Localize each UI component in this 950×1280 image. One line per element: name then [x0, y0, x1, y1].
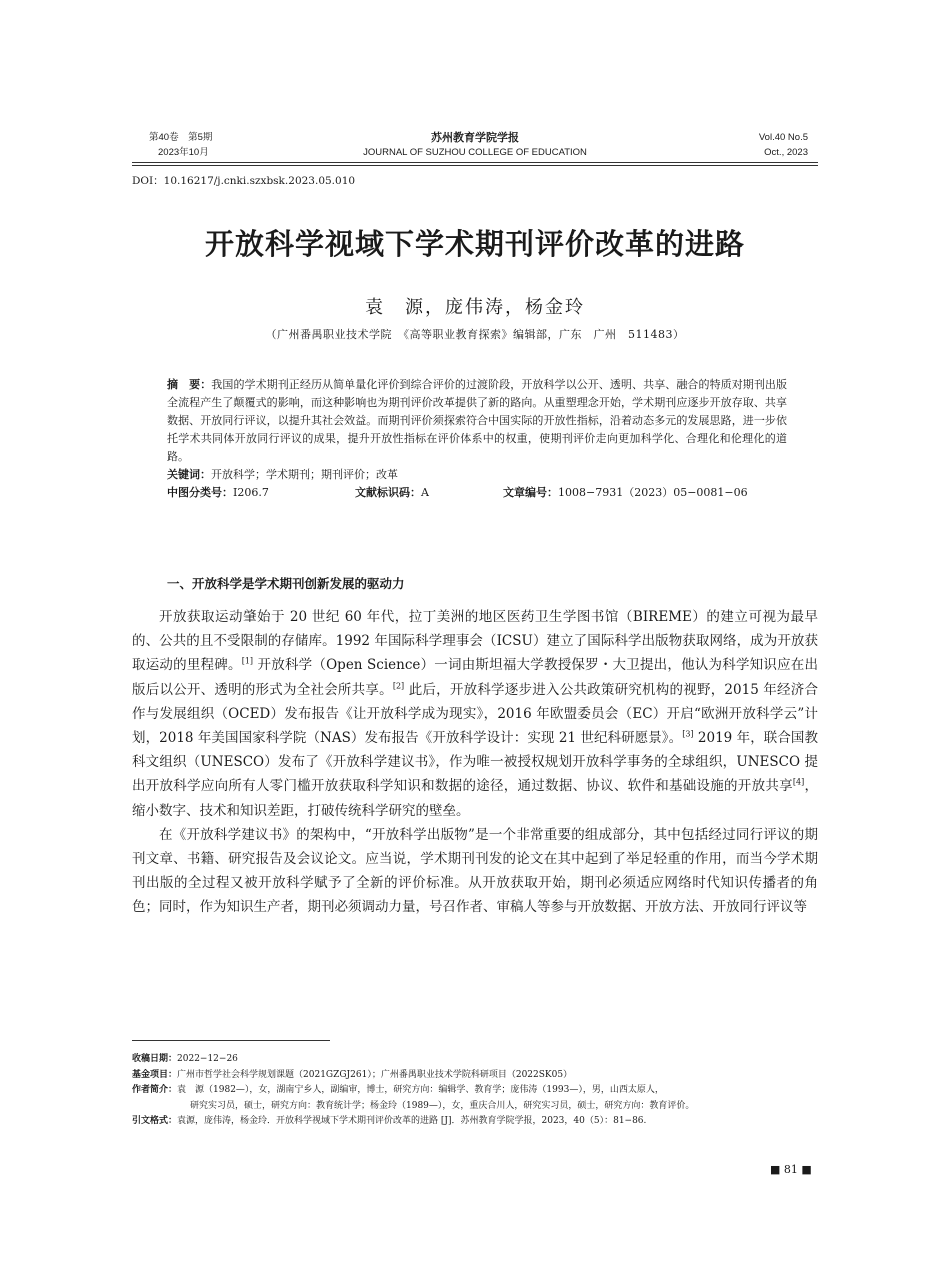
fund-label: 基金项目：	[132, 1069, 178, 1080]
footnotes	[132, 1052, 822, 1130]
classification-label: 中图分类号：	[167, 486, 233, 499]
footnote-rule	[132, 1040, 330, 1041]
abstract-text: 我国的学术期刊正经历从简单量化评价到综合评价的过渡阶段，开放科学以公开、透明、共享、融合的特质对期刊出版全流程产生了颠覆式的影响，而这种影响也为期刊评价改革提供了新的路向。从重塑理念开始，学术期刊应逐步开放存取、共享数据、开放同行评议，以提升其社会效益。而期刊评价须探索符合中国实际的开放性指标，沿着动态多元的发展思路，进一步依托学术共同体开放同行评议的成果，提升开放性指标在评价体系中的权重，使期刊评价走向更加科学化、合理化和伦理化的道路。	[167, 378, 788, 463]
paragraph-1	[132, 605, 818, 823]
body-text	[132, 605, 818, 920]
article-title: 开放科学视域下学术期刊评价改革的进路	[204, 227, 745, 261]
bio-line-1: 袁 源（1982—），女，湖南宁乡人，副编审，博士，研究方向：编辑学、教育学；庞伟涛（1993—），男，山西太原人，	[177, 1085, 664, 1095]
citation-format	[132, 1114, 822, 1130]
classification-row	[167, 484, 787, 502]
article-number	[503, 484, 748, 502]
paragraph-1-part-e: ，缩小数字、技术和知识差距，打破传统科学研究的壁垒。	[132, 778, 819, 819]
citation-1: [1]	[241, 656, 254, 666]
article-number-label: 文章编号：	[503, 486, 558, 499]
header-volume-en: Vol.40 No.5	[758, 132, 808, 143]
doc-code-label: 文献标识码：	[355, 486, 421, 499]
received-label: 收稿日期：	[132, 1054, 178, 1064]
abstract-label: 摘 要：	[167, 378, 212, 391]
keywords	[167, 466, 787, 484]
header-rule-bottom	[132, 165, 818, 166]
received-value: 2022−12−26	[177, 1054, 238, 1064]
received-date	[132, 1052, 822, 1068]
header-date-en: Oct., 2023	[764, 147, 808, 158]
keywords-label: 关键词：	[167, 468, 211, 481]
page-number: ■ 81 ■	[770, 1163, 812, 1176]
article-number-value: 1008−7931（2023）05−0081−06	[558, 486, 748, 499]
header-rule-top	[132, 162, 818, 163]
citation-3: [3]	[682, 729, 694, 739]
doi: DOI：10.16217/j.cnki.szxbsk.2023.05.010	[132, 175, 356, 187]
fund-value: 广州市哲学社会科学规划课题（2021GZGJ261）；广州番禺职业技术学院科研项目（2022SK05）	[177, 1069, 573, 1080]
cite-value: 袁源，庞伟涛，杨金玲．开放科学视域下学术期刊评价改革的进路 [J]．苏州教育学院学报，2023，40（5）：81−86.	[177, 1116, 647, 1126]
fund-project	[132, 1068, 822, 1084]
abstract-block	[167, 376, 787, 502]
keywords-text: 开放科学；学术期刊；期刊评价；改革	[211, 468, 398, 481]
author-list: 袁 源，庞伟涛，杨金玲	[365, 297, 585, 318]
classification-value: I206.7	[233, 486, 269, 499]
cite-label: 引文格式：	[132, 1116, 178, 1126]
header-volume-cn: 第40卷 第5期	[149, 132, 213, 143]
affiliation: （广州番禺职业技术学院 《高等职业教育探索》编辑部，广东 广州 511483）	[265, 328, 685, 341]
paragraph-1-part-b: 开放科学（Open Science）一词由斯坦福大学教授保罗・大卫提出，他认为科学知识应在出版后以公开、透明的形式为全社会所共享。	[132, 657, 819, 698]
doc-code	[355, 484, 429, 502]
paragraph-1-part-c: 此后，开放科学逐步进入公共政策研究机构的视野，2015 年经济合作与发展组织（OCED）发布报告《让开放科学成为现实》，2016 年欧盟委员会（EC）开启“欧洲开放科学云”计划，2018 年美国国家科学院（NAS）发布报告《开放科学设计：实现 21 世纪科研愿景》。	[132, 681, 818, 747]
classification	[167, 484, 269, 502]
citation-2: [2]	[392, 681, 405, 691]
paragraph-2: 在《开放科学建议书》的架构中，“开放科学出版物”是一个非常重要的组成部分，其中包括经过同行评议的期刊文章、书籍、研究报告及会议论文。应当说，学术期刊刊发的论文在其中起到了举足轻重的作用，而当今学术期刊出版的全过程又被开放科学赋予了全新的评价标准。从开放获取开始，期刊必须适应网络时代知识传播者的角色；同时，作为知识生产者，期刊必须调动力量，号召作者、审稿人等参与开放数据、开放方法、开放同行评议等	[132, 826, 818, 916]
header-journal-cn: 苏州教育学院学报	[431, 131, 519, 144]
doc-code-value: A	[421, 486, 429, 499]
bio-line-2: 研究实习员，硕士，研究方向：教育统计学；杨金玲（1989—），女，重庆合川人，研究实习员，硕士，研究方向：教育评价。	[190, 1100, 695, 1111]
paragraph-1-part-a: 开放获取运动肇始于 20 世纪 60 年代，拉丁美洲的地区医药卫生学图书馆（BIREME）的建立可视为最早的、公共的且不受限制的存储库。1992 年国际科学理事会（ICSU）建立了国际科学出版物获取网络，成为开放获取运动的里程碑。	[132, 609, 818, 674]
bio-label: 作者简介：	[132, 1085, 178, 1095]
paragraph-1-part-d: 2019 年，联合国教科文组织（UNESCO）发布了《开放科学建议书》，作为唯一被授权规划开放科学事务的全球组织，UNESCO 提出开放科学应向所有人零门槛开放获取科学知识和数据的途径，通过数据、协议、软件和基础设施的开放共享	[132, 730, 818, 795]
header-journal-en: JOURNAL OF SUZHOU COLLEGE OF EDUCATION	[363, 147, 587, 158]
header-date-cn: 2023年10月	[158, 147, 209, 158]
author-bio	[132, 1083, 822, 1099]
abstract	[167, 376, 787, 466]
citation-4: [4]	[792, 777, 805, 787]
section-heading: 一、开放科学是学术期刊创新发展的驱动力	[167, 576, 405, 591]
